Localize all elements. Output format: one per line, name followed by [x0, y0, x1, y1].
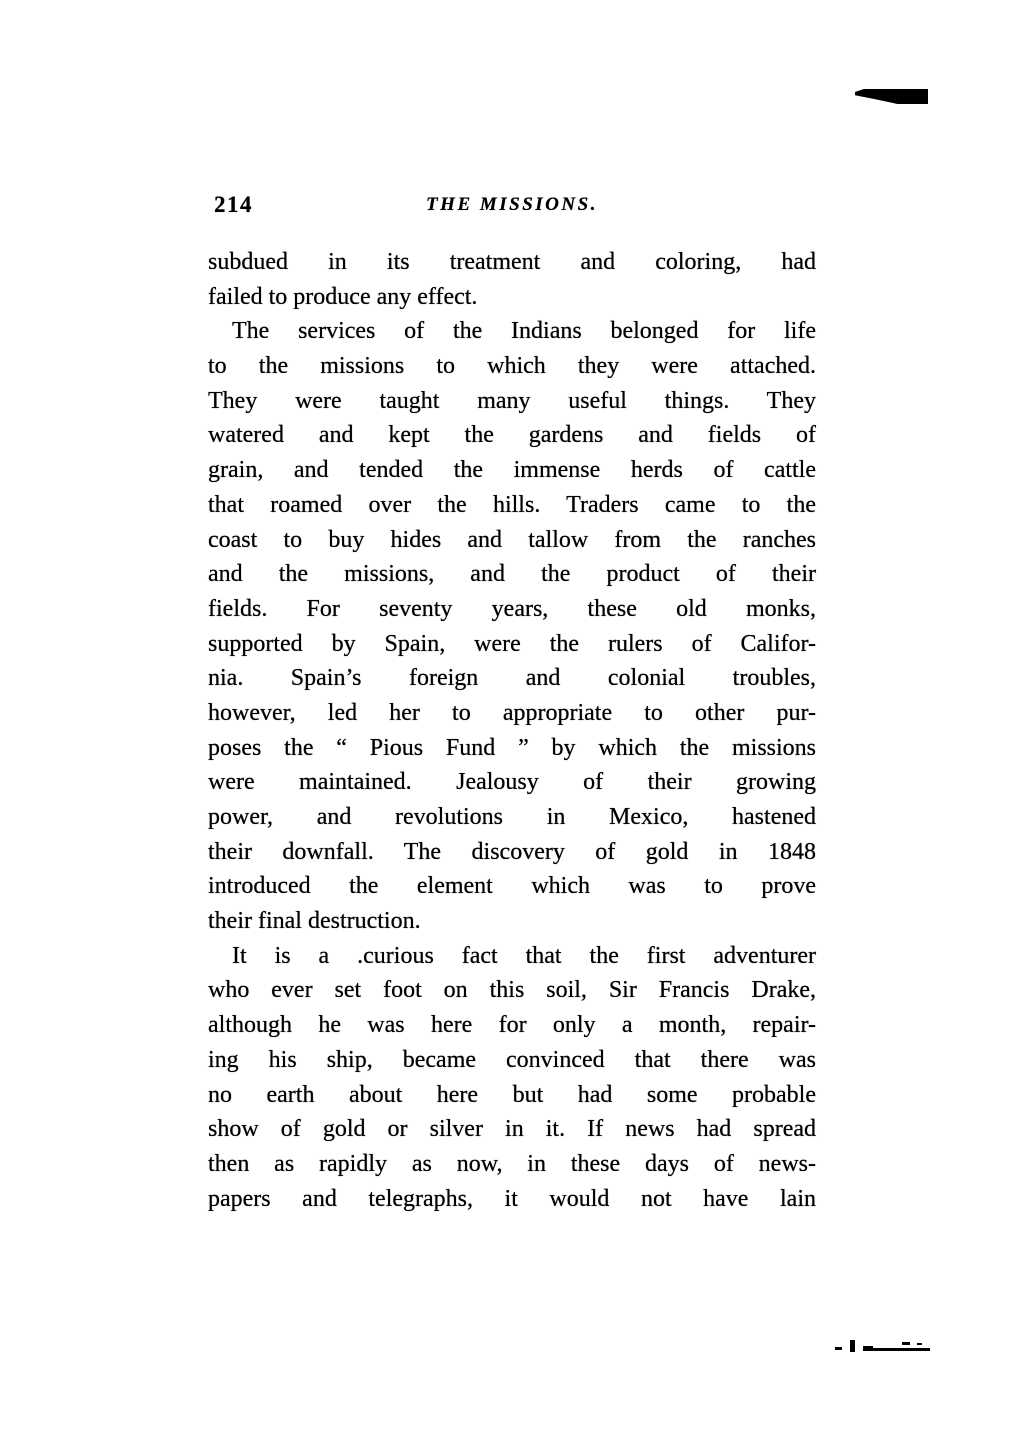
text-line: show of gold or silver in it. If news had spread — [208, 1116, 816, 1143]
page-header — [208, 192, 816, 216]
text-line: They were taught many useful things. They — [208, 387, 816, 414]
text-line: failed to produce any effect. — [208, 283, 478, 310]
text-line: however, led her to appropriate to other pur- — [208, 699, 816, 726]
ink-mark — [902, 1342, 910, 1345]
ink-mark — [850, 1340, 855, 1352]
text-line: subdued in its treatment and coloring, had — [208, 249, 816, 275]
text-line: power, and revolutions in Mexico, hastened — [208, 804, 816, 830]
ink-mark — [873, 1348, 930, 1351]
text-line: grain, and tended the immense herds of cattle — [208, 457, 816, 484]
text-line: their downfall. The discovery of gold in 1848 — [208, 838, 816, 865]
text-line: It is a .curious fact that the first adventurer — [232, 942, 816, 969]
text-column — [208, 245, 816, 1216]
ink-mark — [917, 1343, 922, 1345]
running-head: THE MISSIONS. — [426, 194, 598, 215]
page-number: 214 — [214, 192, 253, 217]
text-line: then as rapidly as now, in these days of news- — [208, 1150, 816, 1177]
text-line: introduced the element which was to prove — [208, 873, 816, 900]
text-line: nia. Spain’s foreign and colonial troubles, — [208, 665, 816, 692]
text-line: fields. For seventy years, these old monks, — [208, 595, 816, 622]
text-line: supported by Spain, were the rulers of Califor- — [208, 630, 816, 657]
text-line: poses the “ Pious Fund ” by which the missions — [208, 734, 816, 761]
text-line: their final destruction. — [208, 908, 421, 935]
text-line: ing his ship, became convinced that there was — [208, 1046, 816, 1073]
text-line: and the missions, and the product of their — [208, 561, 816, 588]
ink-smudge-top-right — [855, 89, 928, 104]
ink-mark — [835, 1347, 842, 1350]
text-line: papers and telegraphs, it would not have lain — [208, 1185, 816, 1212]
text-line: although he was here for only a month, repair- — [208, 1012, 816, 1039]
text-line: The services of the Indians belonged for life — [232, 318, 816, 345]
text-line: that roamed over the hills. Traders came to the — [208, 491, 816, 518]
text-line: to the missions to which they were attached. — [208, 353, 816, 380]
text-line: watered and kept the gardens and fields of — [208, 422, 816, 449]
text-line: were maintained. Jealousy of their growing — [208, 769, 816, 796]
text-line: no earth about here but had some probable — [208, 1081, 816, 1108]
text-line: who ever set foot on this soil, Sir Francis Drake, — [208, 977, 816, 1004]
ink-mark — [863, 1346, 873, 1351]
text-line: coast to buy hides and tallow from the ranches — [208, 526, 816, 553]
